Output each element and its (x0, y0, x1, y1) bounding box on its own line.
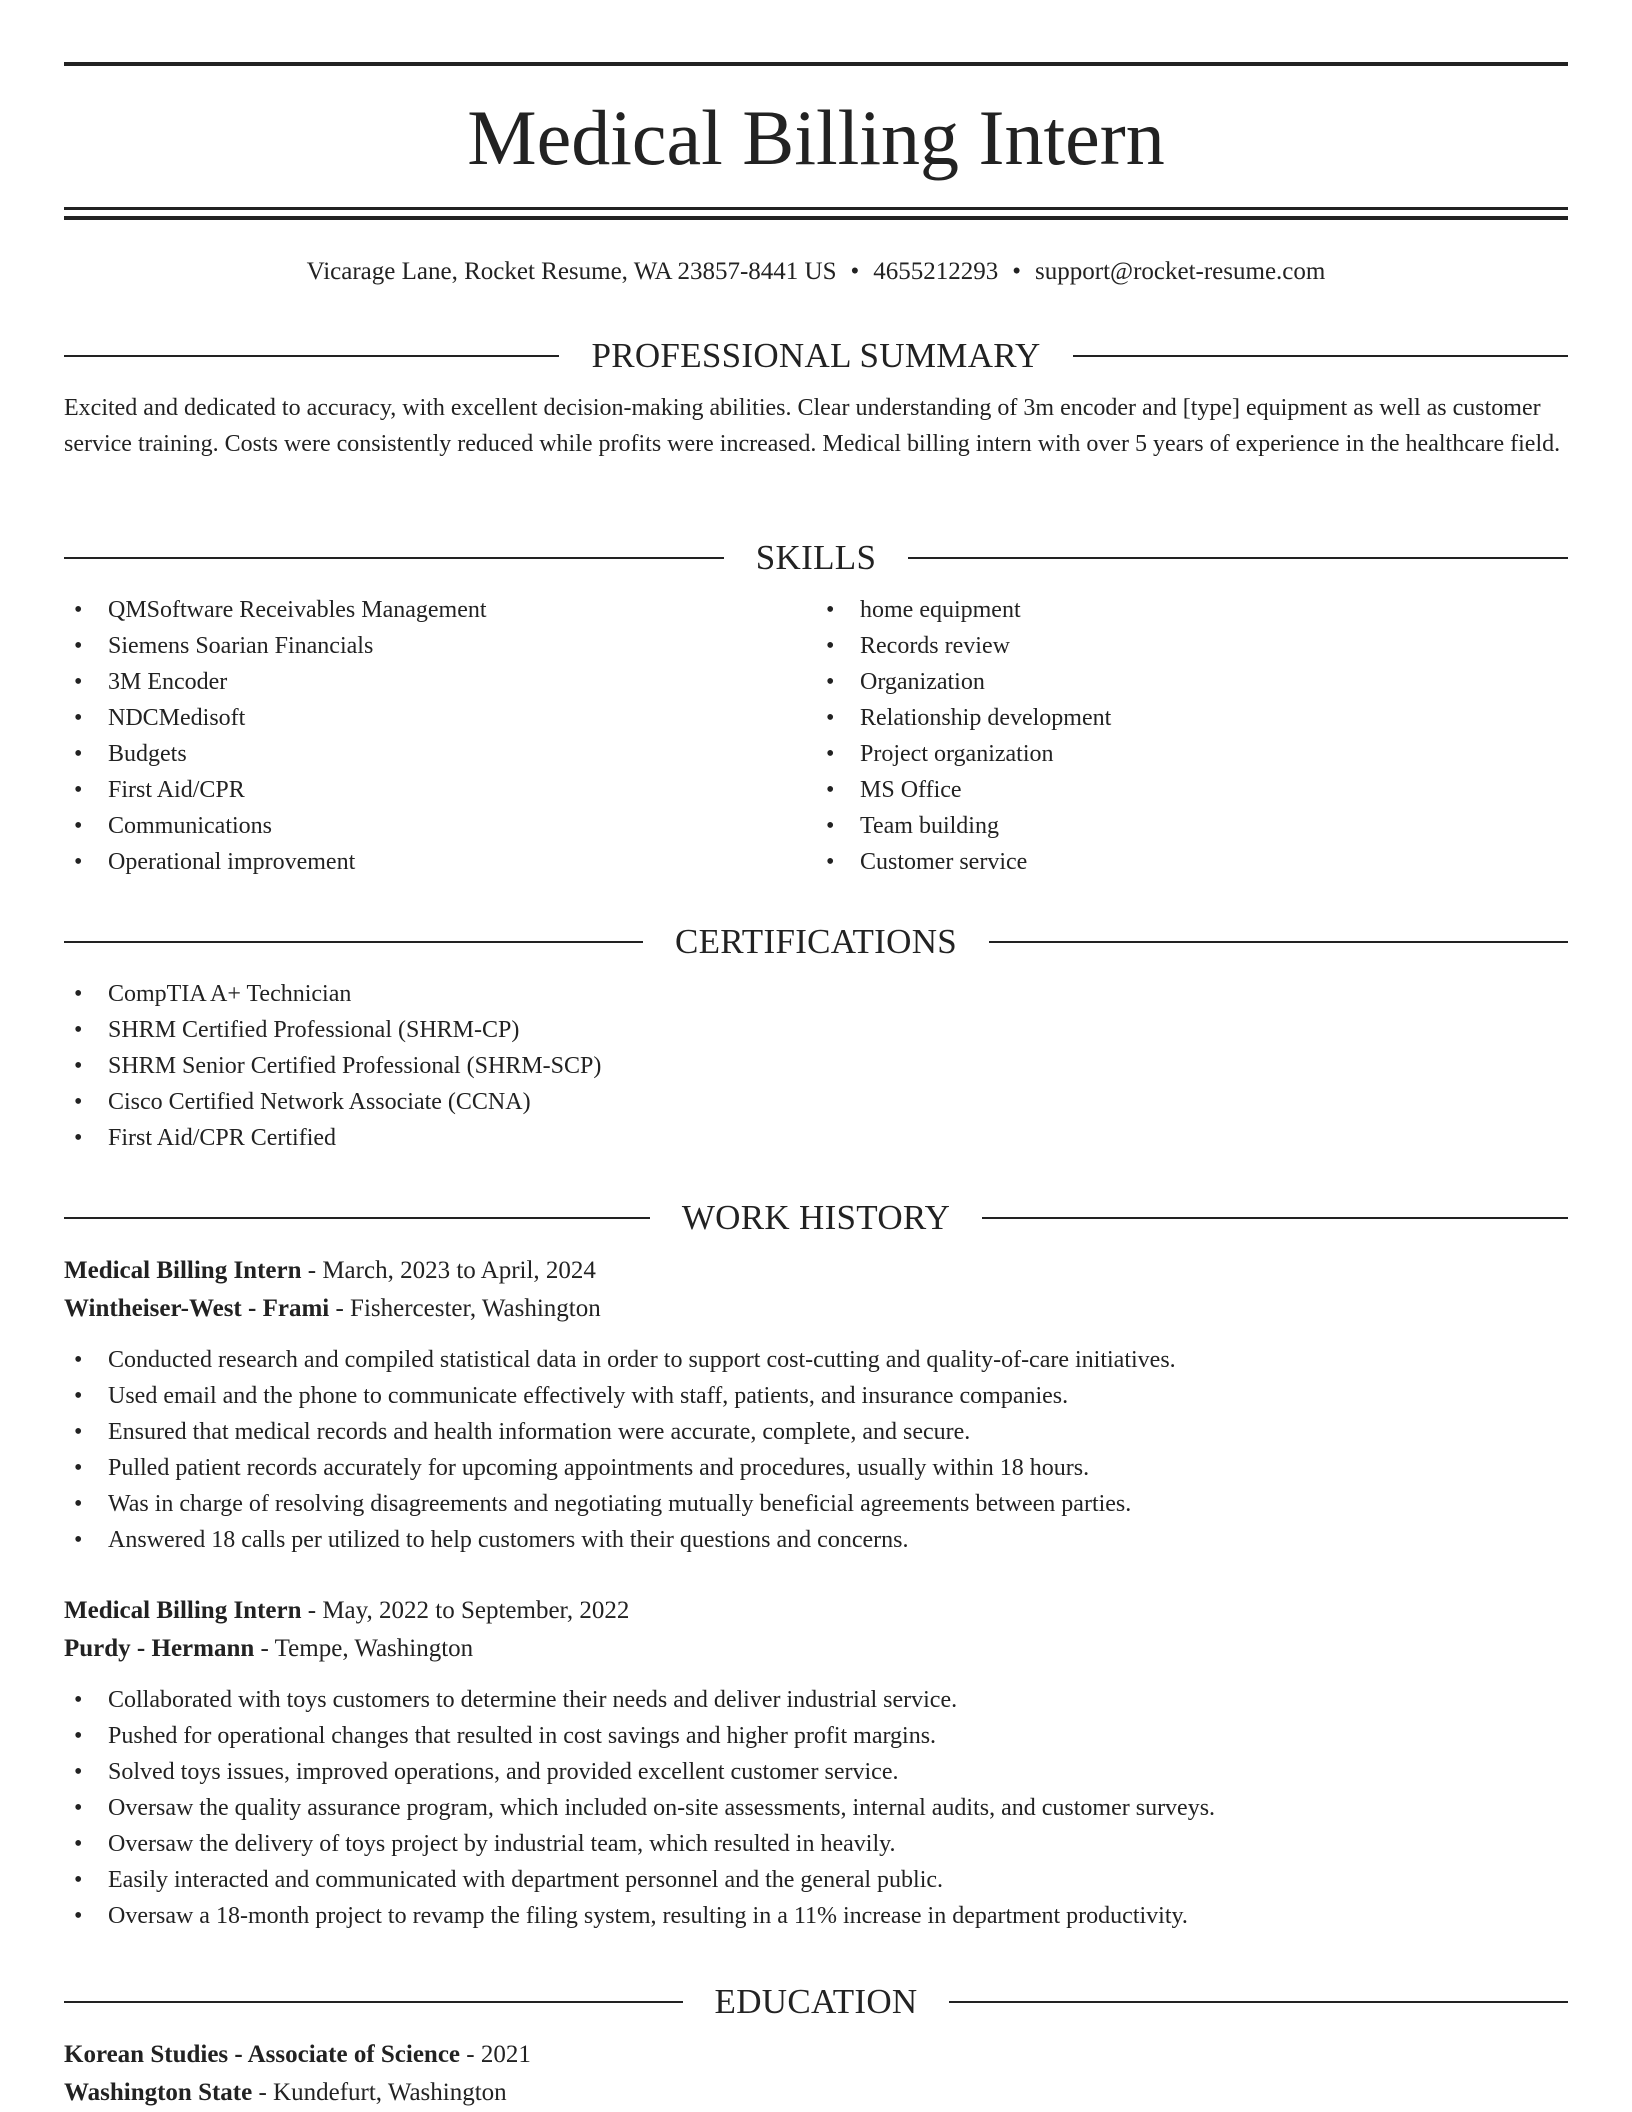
summary-text: Excited and dedicated to accuracy, with excellent decision-making abilities. Clear understanding of 3m encoder and [type] equipment as well as customer service training. Costs were consistently reduced while profits were increased. Medical billing intern with over 5 years of experience in the healthcare field. (64, 395, 1561, 457)
heading-rule-right (949, 2001, 1568, 2003)
job-title: Medical Billing Intern (64, 1257, 302, 1284)
skills-heading (64, 536, 1568, 580)
skills-section (64, 536, 1568, 880)
skill-item: • Team building (816, 808, 1568, 844)
job-duty: • Pushed for operational changes that resulted in cost savings and higher profit margins. (64, 1718, 1568, 1754)
contact-separator: • (850, 258, 860, 285)
job-entry (64, 1592, 1568, 1934)
heading-rule-left (64, 1217, 650, 1219)
skill-item: • Records review (816, 628, 1568, 664)
job-duty: • Was in charge of resolving disagreements and negotiating mutually beneficial agreements between parties. (64, 1486, 1568, 1522)
skill-item: • First Aid/CPR (64, 772, 816, 808)
certification-item: • Cisco Certified Network Associate (CCNA) (64, 1084, 1568, 1120)
skills-list-left (64, 592, 816, 880)
skill-item: • Communications (64, 808, 816, 844)
heading-rule-left (64, 2001, 683, 2003)
education-school-line (64, 2074, 1568, 2112)
skill-item: • Budgets (64, 736, 816, 772)
job-title-line (64, 1592, 1568, 1630)
work-history-section (64, 1196, 1568, 1934)
skills-columns (64, 592, 1568, 880)
job-duty: • Easily interacted and communicated with department personnel and the general public. (64, 1862, 1568, 1898)
skill-item: • Relationship development (816, 700, 1568, 736)
skill-item: • Organization (816, 664, 1568, 700)
skill-item: • MS Office (816, 772, 1568, 808)
heading-rule-right (982, 1217, 1568, 1219)
job-duty: • Oversaw a 18-month project to revamp the filing system, resulting in a 11% increase in department productivity. (64, 1898, 1568, 1934)
job-entry (64, 1252, 1568, 1558)
heading-rule-left (64, 941, 643, 943)
contact-address: Vicarage Lane, Rocket Resume, WA 23857-8441 US (306, 258, 837, 285)
job-dates: - May, 2022 to September, 2022 (301, 1597, 630, 1624)
job-title-line (64, 1252, 1568, 1290)
job-dates: - March, 2023 to April, 2024 (301, 1257, 596, 1284)
job-company-line (64, 1630, 1568, 1668)
job-location: - Fishercester, Washington (329, 1295, 601, 1322)
education-degree-line (64, 2036, 1568, 2074)
heading-rule-right (1073, 355, 1568, 357)
heading-rule-left (64, 355, 559, 357)
education-section (64, 1980, 1568, 2112)
heading-rule-right (989, 941, 1568, 943)
certification-item: • First Aid/CPR Certified (64, 1120, 1568, 1156)
education-location: - Kundefurt, Washington (252, 2079, 507, 2106)
skill-item: • Customer service (816, 844, 1568, 880)
summary-heading (64, 334, 1568, 378)
top-rule (64, 62, 1568, 66)
education-school: Washington State (64, 2079, 253, 2106)
skill-item: • Operational improvement (64, 844, 816, 880)
title-double-rule (64, 207, 1568, 220)
skill-item: • home equipment (816, 592, 1568, 628)
skill-item: • 3M Encoder (64, 664, 816, 700)
certifications-section (64, 920, 1568, 1156)
job-duty: • Ensured that medical records and health information were accurate, complete, and secure. (64, 1414, 1568, 1450)
certifications-heading (64, 920, 1568, 964)
certification-item: • SHRM Senior Certified Professional (SHRM-SCP) (64, 1048, 1568, 1084)
education-entry (64, 2036, 1568, 2112)
job-duty: • Conducted research and compiled statistical data in order to support cost-cutting and quality-of-care initiatives. (64, 1342, 1568, 1378)
job-duty: • Collaborated with toys customers to determine their needs and deliver industrial service. (64, 1682, 1568, 1718)
contact-email: support@rocket-resume.com (1035, 258, 1326, 285)
heading-rule-right (908, 557, 1568, 559)
job-duty: • Pulled patient records accurately for upcoming appointments and procedures, usually within 18 hours. (64, 1450, 1568, 1486)
skill-item: • Siemens Soarian Financials (64, 628, 816, 664)
job-duties-list (64, 1342, 1568, 1558)
summary-heading-label: PROFESSIONAL SUMMARY (591, 336, 1041, 375)
certifications-heading-label: CERTIFICATIONS (674, 922, 958, 961)
heading-rule-left (64, 557, 724, 559)
certifications-list (64, 976, 1568, 1156)
skill-item: • Project organization (816, 736, 1568, 772)
resume-title: Medical Billing Intern (467, 94, 1165, 181)
certification-item: • SHRM Certified Professional (SHRM-CP) (64, 1012, 1568, 1048)
education-heading-label: EDUCATION (714, 1982, 918, 2021)
job-company: Wintheiser-West - Frami (64, 1295, 330, 1322)
job-duty: • Oversaw the quality assurance program, which included on-site assessments, internal audits, and customer surveys. (64, 1790, 1568, 1826)
work-history-heading (64, 1196, 1568, 1240)
skill-item: • NDCMedisoft (64, 700, 816, 736)
education-heading (64, 1980, 1568, 2024)
education-degree: Korean Studies - Associate of Science (64, 2041, 461, 2068)
summary-section (64, 334, 1568, 462)
job-duty: • Used email and the phone to communicate effectively with staff, patients, and insurance companies. (64, 1378, 1568, 1414)
certification-item: • CompTIA A+ Technician (64, 976, 1568, 1012)
job-company: Purdy - Hermann (64, 1635, 255, 1662)
job-duty: • Answered 18 calls per utilized to help customers with their questions and concerns. (64, 1522, 1568, 1558)
skills-heading-label: SKILLS (755, 538, 877, 577)
contact-phone: 4655212293 (873, 258, 999, 285)
job-duty: • Oversaw the delivery of toys project by industrial team, which resulted in heavily. (64, 1826, 1568, 1862)
job-location: - Tempe, Washington (254, 1635, 474, 1662)
work-history-heading-label: WORK HISTORY (681, 1198, 951, 1237)
job-company-line (64, 1290, 1568, 1328)
job-duties-list (64, 1682, 1568, 1934)
contact-separator: • (1012, 258, 1022, 285)
skills-list-right (816, 592, 1568, 880)
job-duty: • Solved toys issues, improved operations, and provided excellent customer service. (64, 1754, 1568, 1790)
job-title: Medical Billing Intern (64, 1597, 302, 1624)
contact-line (64, 254, 1568, 290)
education-year: - 2021 (460, 2041, 531, 2068)
skill-item: • QMSoftware Receivables Management (64, 592, 816, 628)
